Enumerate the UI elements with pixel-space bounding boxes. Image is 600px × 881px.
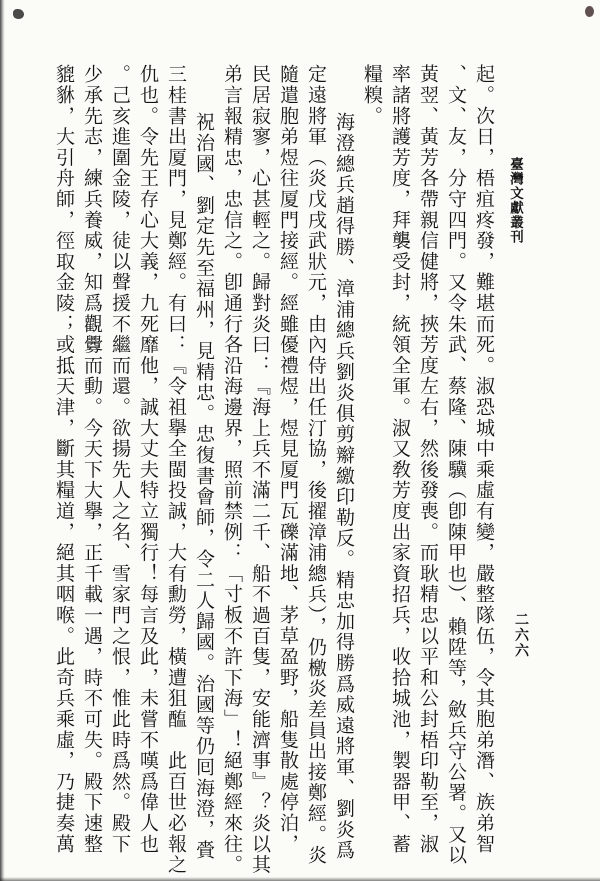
scan-artifact-bottom-edge (0, 877, 600, 881)
text-column-12: 三桂書出厦門，見鄭經。有曰：『令祖擧全閩投誠，大有勳勞，橫遭狙醢 此百世必報之 (165, 64, 186, 876)
text-column-16: 貔貅，大引舟師，徑取金陵；或抵天津，斷其糧道，絕其咽喉。此奇兵乘虛，乃捷奏萬 (53, 64, 74, 855)
text-column-9: 民居寂寥，心甚輕之。歸對炎曰：『海上兵不滿二千、船不過百隻，安能濟事』？炎以其 (249, 64, 270, 876)
text-column-8: 隨遣胞弟煜往厦門接經。經雖優禮煜，煜見厦門瓦礫滿地、茅草盈野，船隻散處停泊， (277, 64, 298, 855)
text-column-14: 。己亥進圍金陵，徒以聲援不繼而還。欲揚先人之名、雪家門之恨，惟此時爲然。殿下 (109, 64, 130, 855)
text-column-15: 少承先志，練兵養威，知爲觀釁而動。今天下大擧，正千載一遇，時不可失。殿下速整 (81, 64, 102, 855)
scan-artifact-blot-top-left (13, 9, 24, 19)
text-column-4: 率諸將護芳度，拜襲受封，統領全軍。淑又敎芳度出家資招兵，收拾城池，製器甲、蓄 (389, 64, 410, 855)
scan-artifact-left-edge (0, 0, 5, 881)
text-column-3: 黃翌、黃芳各帶親信健將，挾芳度左右，然後發喪。而耿精忠以平和公封梧印勒至，淑 (417, 64, 438, 855)
text-column-10: 弟言報精忠，忠信之。卽通行各沿海邊界，照前禁例：「寸板不許下海」！絕鄭經來往。 (221, 64, 242, 876)
page-number: 二六六 (513, 612, 528, 659)
text-column-7: 定遠將軍（炎戊戌武狀元，由內侍出任汀協，後擢漳浦總兵），仍檄炎差員出接鄭經。炎 (305, 64, 326, 866)
text-column-2: 、文、友，分守四門。又令朱武、蔡隆、陳驥（卽陳甲也）、賴陞等，斂兵守公署。又以 (445, 64, 466, 866)
text-column-5: 糧糗。 (361, 64, 382, 127)
series-masthead: 臺灣文獻叢刊 (508, 157, 523, 244)
text-column-13: 仇也。令先王存心大義，九死靡他，誠大丈夫特立獨行！每言及此，未嘗不嘆爲偉人也 (137, 64, 158, 855)
text-column-11: 祝治國、劉定先至福州，見精忠。忠復書會師，令二人歸國。治國等仍囘海澄，賫 (193, 112, 214, 861)
text-column-6: 海澄總兵趙得勝、漳浦總兵劉炎俱剪辮繳印勒反。精忠加得勝爲威遠將軍、劉炎爲 (333, 112, 354, 861)
text-column-1: 起。次日，梧疽疼發，難堪而死。淑恐城中乘虛有變，嚴整隊伍，令其胞弟潛、族弟智 (473, 64, 494, 855)
scan-artifact-blot-top-right (585, 6, 594, 17)
main-text-block (47, 64, 497, 876)
